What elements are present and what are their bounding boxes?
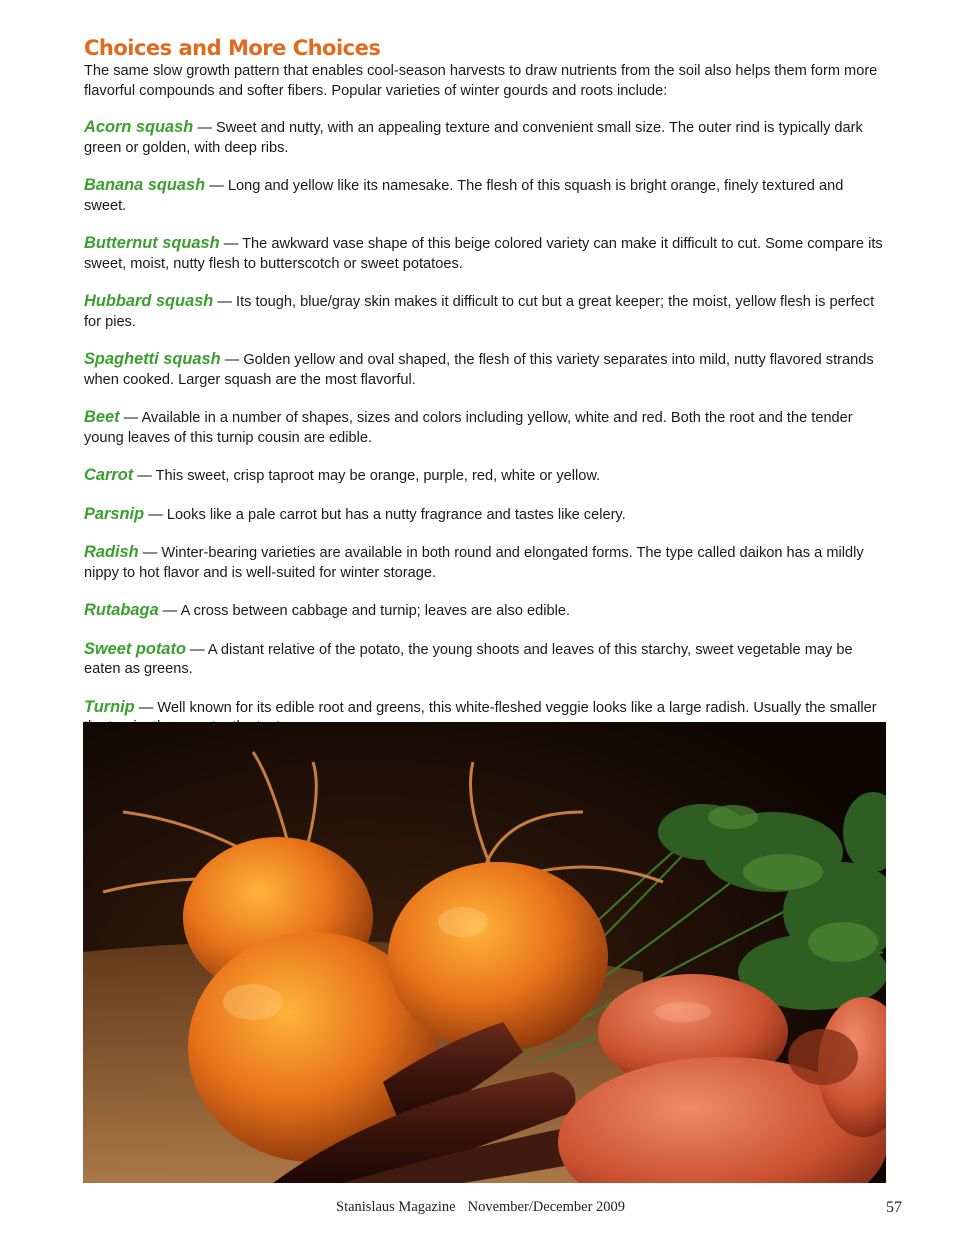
description: Sweet and nutty, with an appealing texture and convenient small size. The outer rind is typically dark green or golden, with deep ribs. — [84, 120, 863, 156]
separator: — — [220, 352, 244, 368]
term: Acorn squash — [84, 118, 194, 136]
list-item-spaghetti-squash — [84, 350, 884, 390]
term: Radish — [84, 543, 139, 561]
term: Rutabaga — [84, 601, 159, 619]
separator: — — [219, 236, 243, 252]
term: Sweet potato — [84, 639, 186, 658]
issue-date: November/December 2009 — [467, 1199, 626, 1215]
term: Turnip — [84, 697, 135, 716]
separator: — — [193, 120, 216, 136]
separator: — — [213, 294, 237, 310]
list-item-hubbard-squash — [84, 292, 884, 332]
term: Banana squash — [84, 176, 206, 194]
footer — [336, 1199, 625, 1216]
publication-name: Stanislaus Magazine — [336, 1199, 456, 1215]
list-item-banana-squash — [84, 176, 884, 216]
description: Long and yellow like its namesake. The flesh of this squash is bright orange, finely textured and sweet. — [84, 178, 844, 214]
list-item-rutabaga — [84, 601, 884, 622]
term: Butternut squash — [84, 234, 220, 252]
intro-paragraph: The same slow growth pattern that enables cool-season harvests to draw nutrients from the soil also helps them form more flavorful compounds and softer fibers. Popular varieties of winter gourds and roots include: — [84, 63, 878, 99]
list-item-carrot — [84, 466, 884, 487]
term: Hubbard squash — [84, 292, 214, 310]
term: Parsnip — [84, 504, 145, 523]
separator: — — [205, 178, 228, 194]
description: A distant relative of the potato, the young shoots and leaves of this starchy, sweet vegetable may be eaten as greens. — [84, 641, 853, 677]
term: Carrot — [84, 466, 134, 484]
description: Its tough, blue/gray skin makes it difficult to cut but a great keeper; the moist, yellow flesh is perfect for pies. — [84, 294, 875, 330]
page-title: Choices and More Choices — [84, 36, 381, 60]
separator: — — [133, 468, 156, 484]
vegetable-list — [84, 118, 884, 756]
description: Available in a number of shapes, sizes and colors including yellow, white and red. Both the root and the tender young leaves of this turnip cousin are edible. — [84, 410, 853, 446]
separator: — — [186, 641, 208, 658]
description: Golden yellow and oval shaped, the flesh of this variety separates into mild, nutty flavored strands when cooked. Larger squash are the most flavorful. — [84, 352, 874, 388]
description: Looks like a pale carrot but has a nutty fragrance and tastes like celery. — [166, 506, 626, 523]
separator: — — [138, 545, 162, 561]
list-item-butternut-squash — [84, 234, 884, 274]
term: Spaghetti squash — [84, 350, 221, 368]
description: Well known for its edible root and greens, this white-fleshed veggie looks like a large radish. Usually the smaller — [157, 699, 877, 716]
list-item-beet — [84, 408, 884, 448]
separator: — — [158, 603, 181, 619]
separator: — — [134, 699, 158, 716]
description: A cross between cabbage and turnip; leaves are also edible. — [180, 603, 571, 619]
vegetables-photo — [83, 722, 886, 1183]
list-item-sweet-potato — [84, 640, 884, 680]
description: Winter-bearing varieties are available in both round and elongated forms. The type called daikon has a mildly nippy to hot flavor and is well-suited for winter storage. — [84, 545, 864, 581]
separator: — — [119, 410, 142, 426]
term: Beet — [84, 408, 120, 426]
list-item-parsnip — [84, 505, 884, 526]
list-item-acorn-squash — [84, 118, 884, 158]
description: The awkward vase shape of this beige colored variety can make it difficult to cut. Some compare its sweet, moist, nutty flesh to butterscotch or sweet potatoes. — [84, 236, 883, 272]
separator: — — [144, 506, 167, 523]
description: This sweet, crisp taproot may be orange, purple, red, white or yellow. — [155, 468, 601, 484]
page-number: 57 — [886, 1199, 902, 1216]
list-item-radish — [84, 543, 884, 583]
